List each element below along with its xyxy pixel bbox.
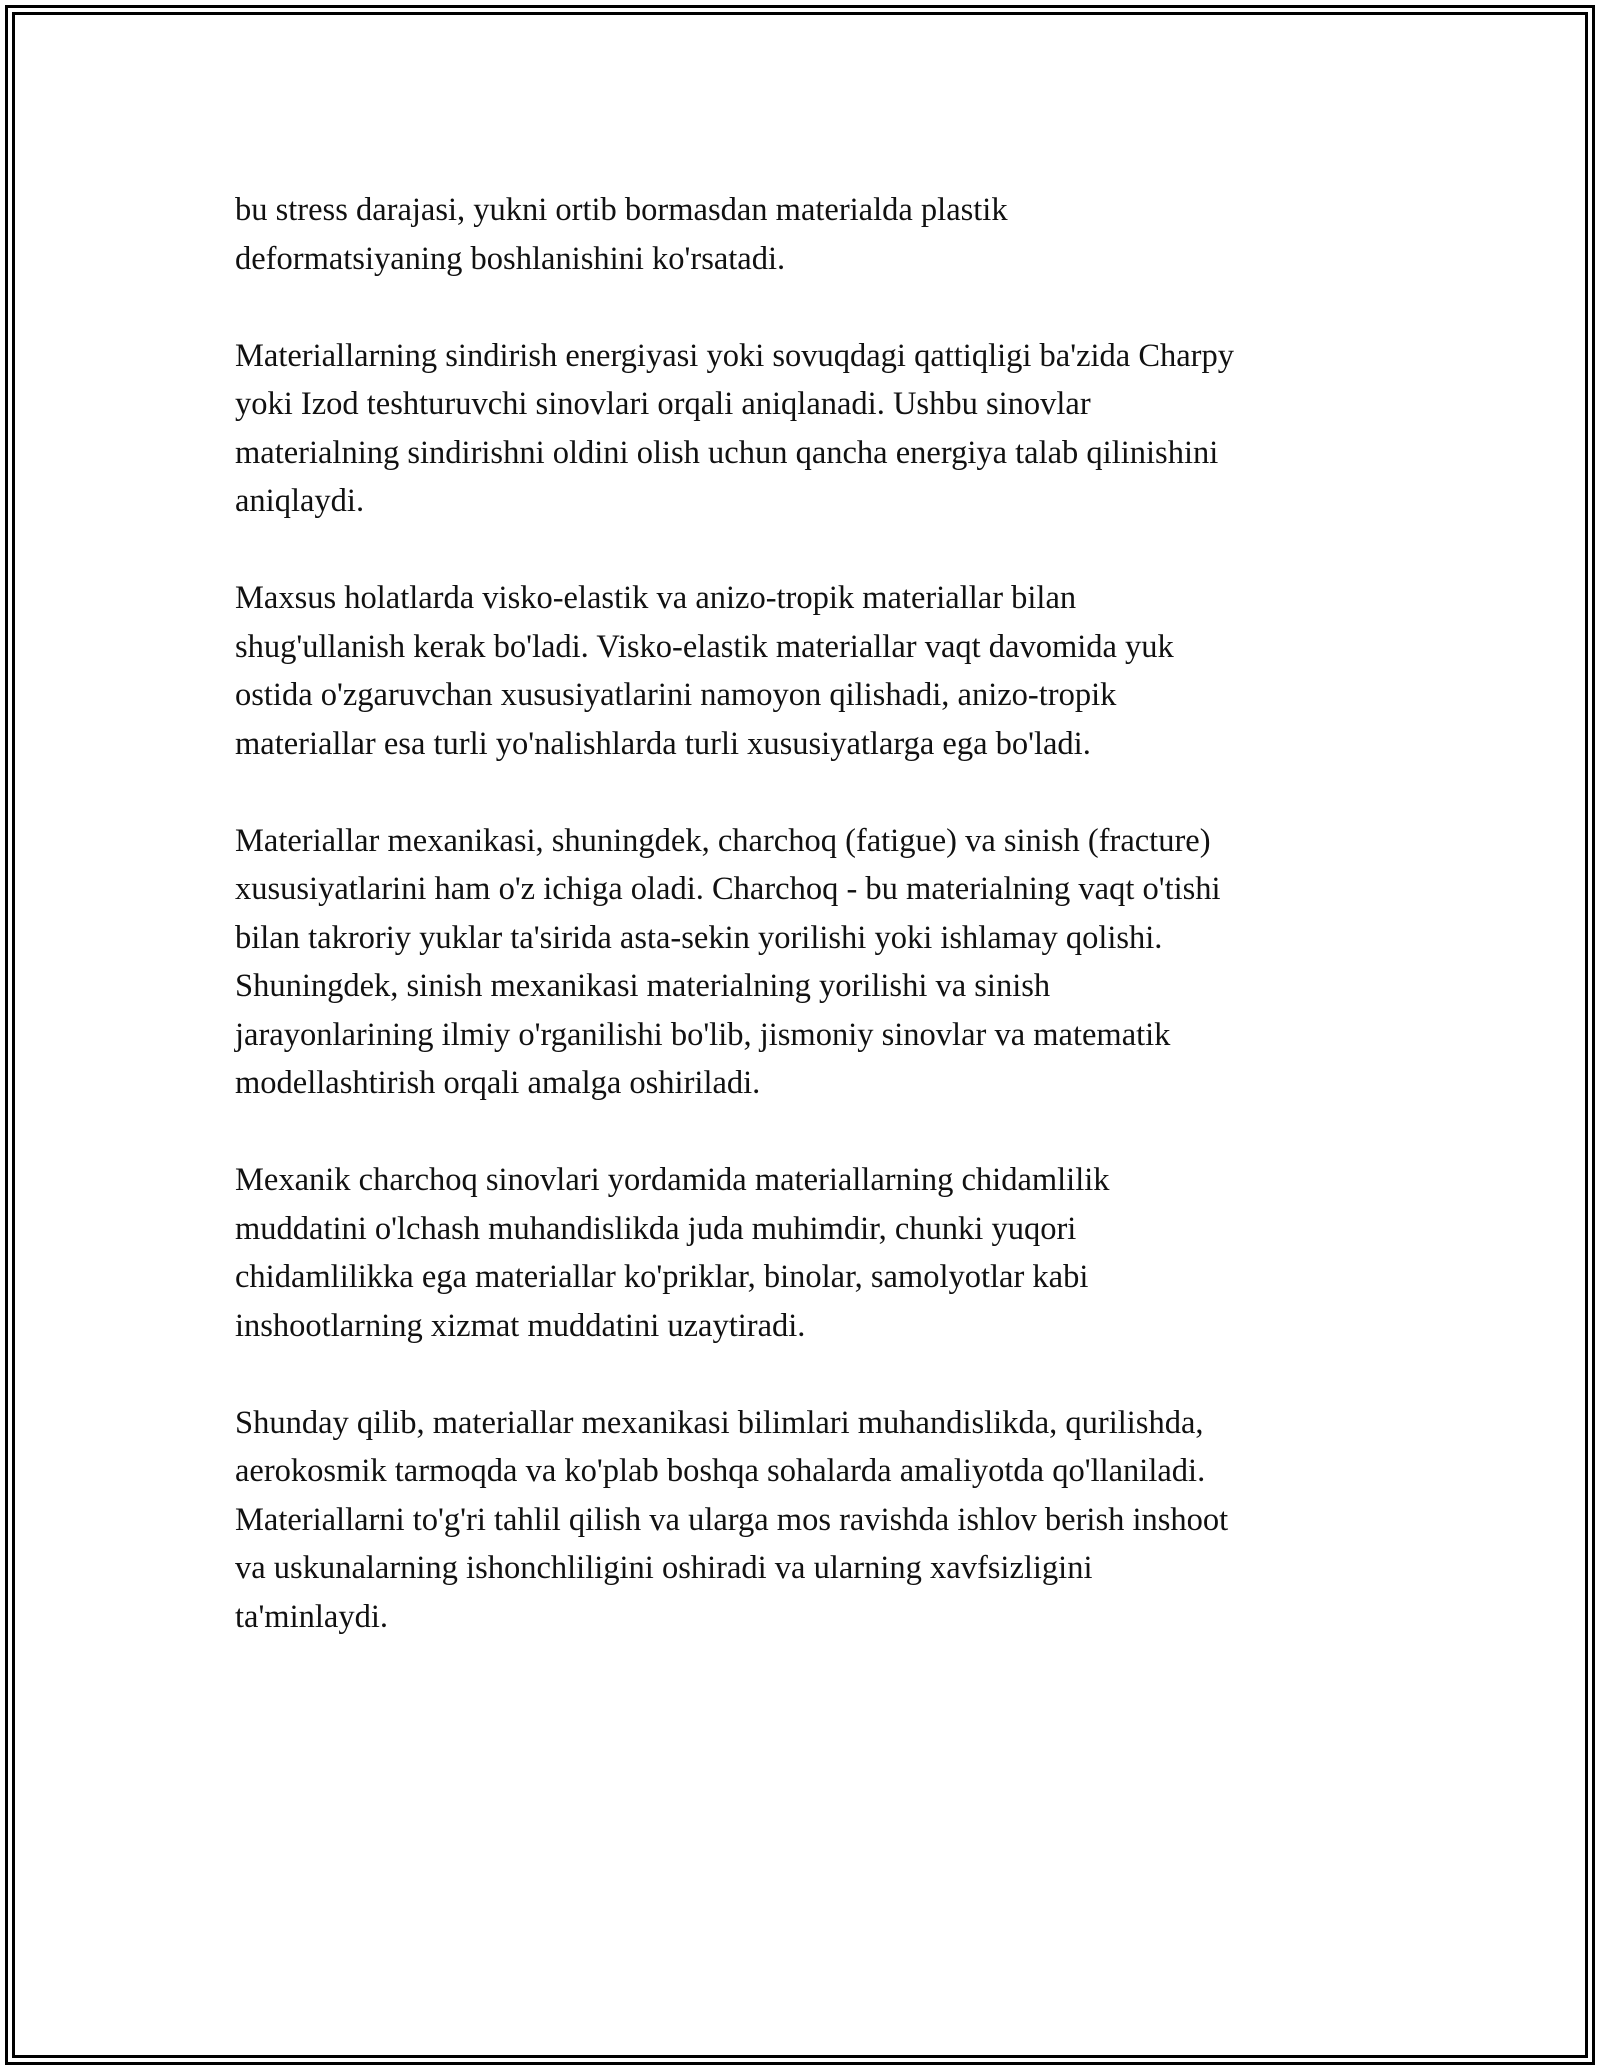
text-line: Maxsus holatlarda visko-elastik va anizo-tropik materiallar bilan: [235, 580, 1077, 616]
text-line: shug'ullanish kerak bo'ladi. Visko-elastik materiallar vaqt davomida yuk: [235, 628, 1174, 665]
text-line: inshootlarning xizmat muddatini uzaytiradi.: [235, 1307, 806, 1344]
paragraph-5: [235, 1156, 1385, 1350]
paragraph-1: [235, 186, 1385, 283]
text-line: Materiallar mexanikasi, shuningdek, charchoq (fatigue) va sinish (fracture): [235, 822, 1211, 859]
paragraph-2: [235, 332, 1385, 526]
text-line: Materiallarning sindirish energiyasi yoki sovuqdagi qattiqligi ba'zida Charpy: [235, 337, 1235, 374]
paragraph-6: [235, 1399, 1385, 1642]
text-line: materialning sindirishni oldini olish uchun qancha energiya talab qilinishini: [235, 434, 1219, 471]
text-line: ostida o'zgaruvchan xususiyatlarini namoyon qilishadi, anizo-tropik: [235, 677, 1117, 713]
text-line: va uskunalarning ishonchliligini oshiradi va ularning xavfsizligini: [235, 1550, 1093, 1586]
document-body: [235, 186, 1385, 1690]
text-line: ta'minlaydi.: [235, 1598, 388, 1635]
text-line: muddatini o'lchash muhandislikda juda muhimdir, chunki yuqori: [235, 1210, 1077, 1247]
text-line: bu stress darajasi, yukni ortib bormasdan materialda plastik: [235, 192, 1008, 228]
paragraph-3: [235, 574, 1385, 768]
text-line: deformatsiyaning boshlanishini ko'rsatadi.: [235, 240, 786, 277]
text-line: Mexanik charchoq sinovlari yordamida materiallarning chidamlilik: [235, 1162, 1110, 1198]
text-line: Shuningdek, sinish mexanikasi materialning yorilishi va sinish: [235, 968, 1051, 1004]
text-line: materiallar esa turli yo'nalishlarda turli xususiyatlarga ega bo'ladi.: [235, 725, 1091, 762]
text-line: yoki Izod teshturuvchi sinovlari orqali aniqlanadi. Ushbu sinovlar: [235, 386, 1091, 422]
text-line: chidamlilikka ega materiallar ko'priklar, binolar, samolyotlar kabi: [235, 1259, 1089, 1295]
text-line: xususiyatlarini ham o'z ichiga oladi. Charchoq - bu materialning vaqt o'tishi: [235, 871, 1221, 907]
text-line: modellashtirish orqali amalga oshiriladi.: [235, 1065, 761, 1101]
text-line: jarayonlarining ilmiy o'rganilishi bo'lib, jismoniy sinovlar va matematik: [235, 1016, 1171, 1053]
text-line: Materiallarni to'g'ri tahlil qilish va ularga mos ravishda ishlov berish inshoot: [235, 1501, 1229, 1538]
text-line: Shunday qilib, materiallar mexanikasi bilimlari muhandislikda, qurilishda,: [235, 1404, 1204, 1441]
text-line: aniqlaydi.: [235, 483, 365, 519]
paragraph-4: [235, 817, 1385, 1108]
text-line: aerokosmik tarmoqda va ko'plab boshqa sohalarda amaliyotda qo'llaniladi.: [235, 1453, 1206, 1489]
text-line: bilan takroriy yuklar ta'sirida asta-sekin yorilishi yoki ishlamay qolishi.: [235, 919, 1163, 956]
